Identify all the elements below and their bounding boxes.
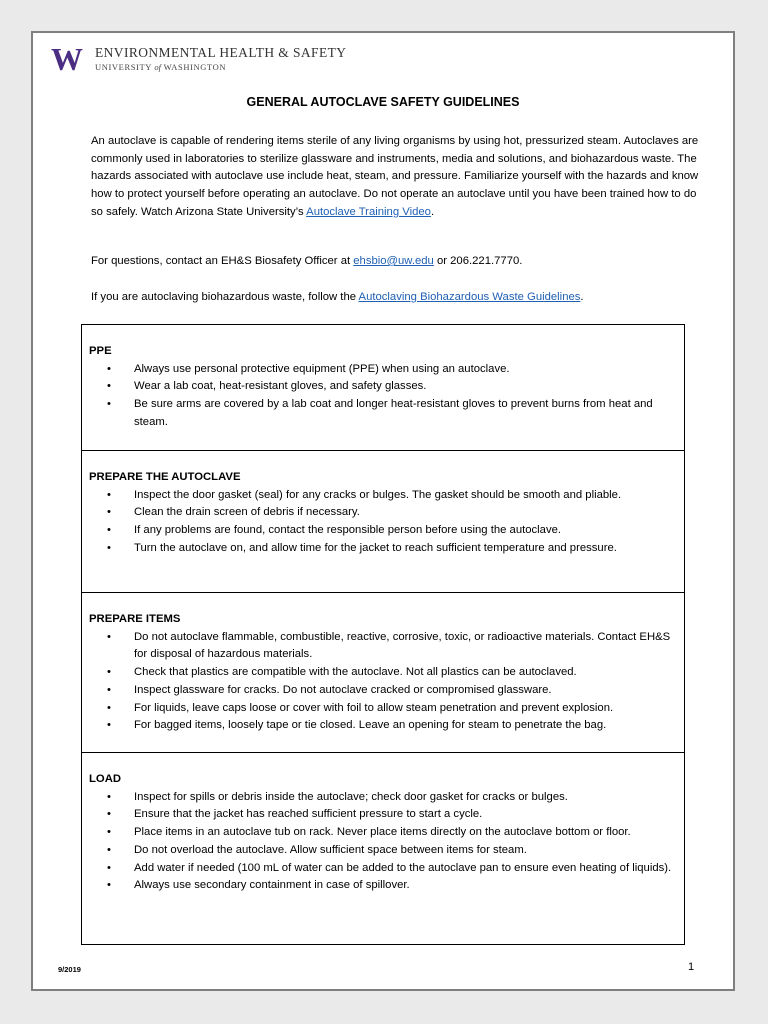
list-item: [89, 824, 674, 842]
document-title: GENERAL AUTOCLAVE SAFETY GUIDELINES: [246, 95, 520, 109]
list-item-text: For liquids, leave caps loose or cover with foil to allow steam penetration and prevent explosion.: [134, 701, 614, 714]
list-item-text: Check that plastics are compatible with the autoclave. Not all plastics can be autoclaved.: [134, 666, 577, 679]
contact-phone-text: or 206.221.7770.: [436, 255, 523, 267]
list-item: [89, 700, 674, 718]
waste-end: .: [580, 291, 584, 303]
list-item: [89, 717, 674, 735]
footer-date: 9/2019: [58, 965, 81, 974]
training-video-link[interactable]: Autoclave Training Video: [306, 205, 431, 218]
list-item: [89, 540, 674, 558]
bullet-icon: •: [107, 506, 111, 519]
bullet-icon: •: [107, 843, 111, 856]
list-item: [89, 860, 674, 878]
list-item-text: For bagged items, loosely tape or tie closed. Leave an opening for steam to penetrate the bag.: [134, 719, 607, 732]
uw-w-letter: W: [51, 46, 83, 72]
intro-end: .: [430, 205, 435, 218]
list-item-text: Turn the autoclave on, and allow time for the jacket to reach sufficient temperature and pressure.: [134, 541, 617, 554]
bullet-icon: •: [107, 362, 111, 375]
list-item: [89, 396, 674, 431]
section-list: [89, 487, 674, 558]
bullet-icon: •: [107, 861, 111, 874]
contact-text: For questions, contact an EH&S Biosafety Officer at: [91, 255, 351, 267]
list-item-text: Always use personal protective equipment (PPE) when using an autoclave.: [134, 362, 510, 375]
waste-text: If you are autoclaving biohazardous waste, follow the: [91, 291, 357, 303]
bullet-icon: •: [107, 524, 111, 537]
contact-paragraph: [91, 253, 703, 271]
list-item-text: Ensure that the jacket has reached sufficient pressure to start a cycle.: [134, 808, 483, 821]
bullet-icon: •: [107, 826, 111, 839]
section-list: [89, 629, 674, 735]
page-number: 1: [688, 961, 695, 973]
intro-paragraph: [91, 133, 703, 222]
list-item-text: Do not autoclave flammable, combustible, reactive, corrosive, toxic, or radioactive materials. Contact EH&S for disposal of hazardous materials.: [134, 630, 671, 661]
section-list: [89, 789, 674, 895]
list-item-text: If any problems are found, contact the responsible person before using the autoclave.: [134, 524, 562, 537]
list-item: [89, 789, 674, 807]
intro-text: An autoclave is capable of rendering items sterile of any living organisms by using hot, pressurized steam. Autoclaves are commonly used in laboratories to sterilize glassware and instruments, media and solutions, and biohazardous waste. The hazards associated with autoclave use include heat, steam, and pressure. Familiarize yourself with the hazards and know how to protect yourself before operating an autoclave. Do not operate an autoclave until you have been trained how to do so safely. Watch Arizona State University’s: [91, 135, 699, 218]
org-subtitle: [95, 62, 226, 72]
bullet-icon: •: [107, 380, 111, 393]
section-title: PREPARE ITEMS: [89, 613, 181, 625]
waste-guidelines-link[interactable]: Autoclaving Biohazardous Waste Guidelines: [358, 291, 581, 303]
list-item: [89, 806, 674, 824]
bullet-icon: •: [107, 719, 111, 732]
uw-w-logo: [49, 46, 85, 72]
guideline-section: [82, 592, 684, 752]
list-item-text: Do not overload the autoclave. Allow sufficient space between items for steam.: [134, 843, 527, 856]
list-item: [89, 664, 674, 682]
list-item: [89, 682, 674, 700]
bullet-icon: •: [107, 879, 111, 892]
waste-paragraph: [91, 289, 703, 307]
bullet-icon: •: [107, 808, 111, 821]
bullet-icon: •: [107, 630, 111, 643]
list-item-text: Be sure arms are covered by a lab coat and longer heat-resistant gloves to prevent burns from heat and steam.: [134, 398, 653, 428]
list-item-text: Clean the drain screen of debris if necessary.: [134, 506, 360, 519]
list-item: [89, 842, 674, 860]
list-item: [89, 504, 674, 522]
bullet-icon: •: [107, 541, 111, 554]
list-item-text: Place items in an autoclave tub on rack. Never place items directly on the autoclave bottom or floor.: [134, 826, 631, 839]
org-sub-post: WASHINGTON: [163, 62, 227, 72]
email-link[interactable]: ehsbio@uw.edu: [353, 255, 434, 267]
guidelines-table: [81, 324, 685, 945]
org-title: ENVIRONMENTAL HEALTH & SAFETY: [95, 45, 347, 60]
org-sub-pre: UNIVERSITY: [95, 62, 152, 72]
bullet-icon: •: [107, 683, 111, 696]
org-sub-of: of: [154, 62, 162, 72]
list-item: [89, 361, 674, 379]
bullet-icon: •: [107, 790, 111, 803]
section-list: [89, 361, 674, 432]
list-item: [89, 629, 674, 664]
section-title: PREPARE THE AUTOCLAVE: [89, 471, 241, 483]
list-item: [89, 378, 674, 396]
bullet-icon: •: [107, 666, 111, 679]
bullet-icon: •: [107, 701, 111, 714]
list-item-text: Inspect the door gasket (seal) for any cracks or bulges. The gasket should be smooth and pliable.: [134, 488, 622, 501]
list-item-text: Always use secondary containment in case of spillover.: [134, 879, 410, 892]
bullet-icon: •: [107, 488, 111, 501]
list-item-text: Inspect glassware for cracks. Do not autoclave cracked or compromised glassware.: [134, 683, 552, 696]
document-page: [31, 31, 735, 991]
list-item-text: Add water if needed (100 mL of water can be added to the autoclave pan to ensure even heating of liquids).: [134, 861, 672, 874]
guideline-section: [82, 450, 684, 592]
list-item-text: Wear a lab coat, heat-resistant gloves, and safety glasses.: [134, 380, 427, 393]
guideline-section: [82, 752, 684, 944]
list-item-text: Inspect for spills or debris inside the autoclave; check door gasket for cracks or bulges.: [134, 790, 568, 803]
list-item: [89, 877, 674, 895]
guideline-section: [82, 325, 684, 450]
bullet-icon: •: [107, 398, 111, 411]
list-item: [89, 487, 674, 505]
section-title: PPE: [89, 345, 112, 357]
section-title: LOAD: [89, 773, 122, 785]
list-item: [89, 522, 674, 540]
